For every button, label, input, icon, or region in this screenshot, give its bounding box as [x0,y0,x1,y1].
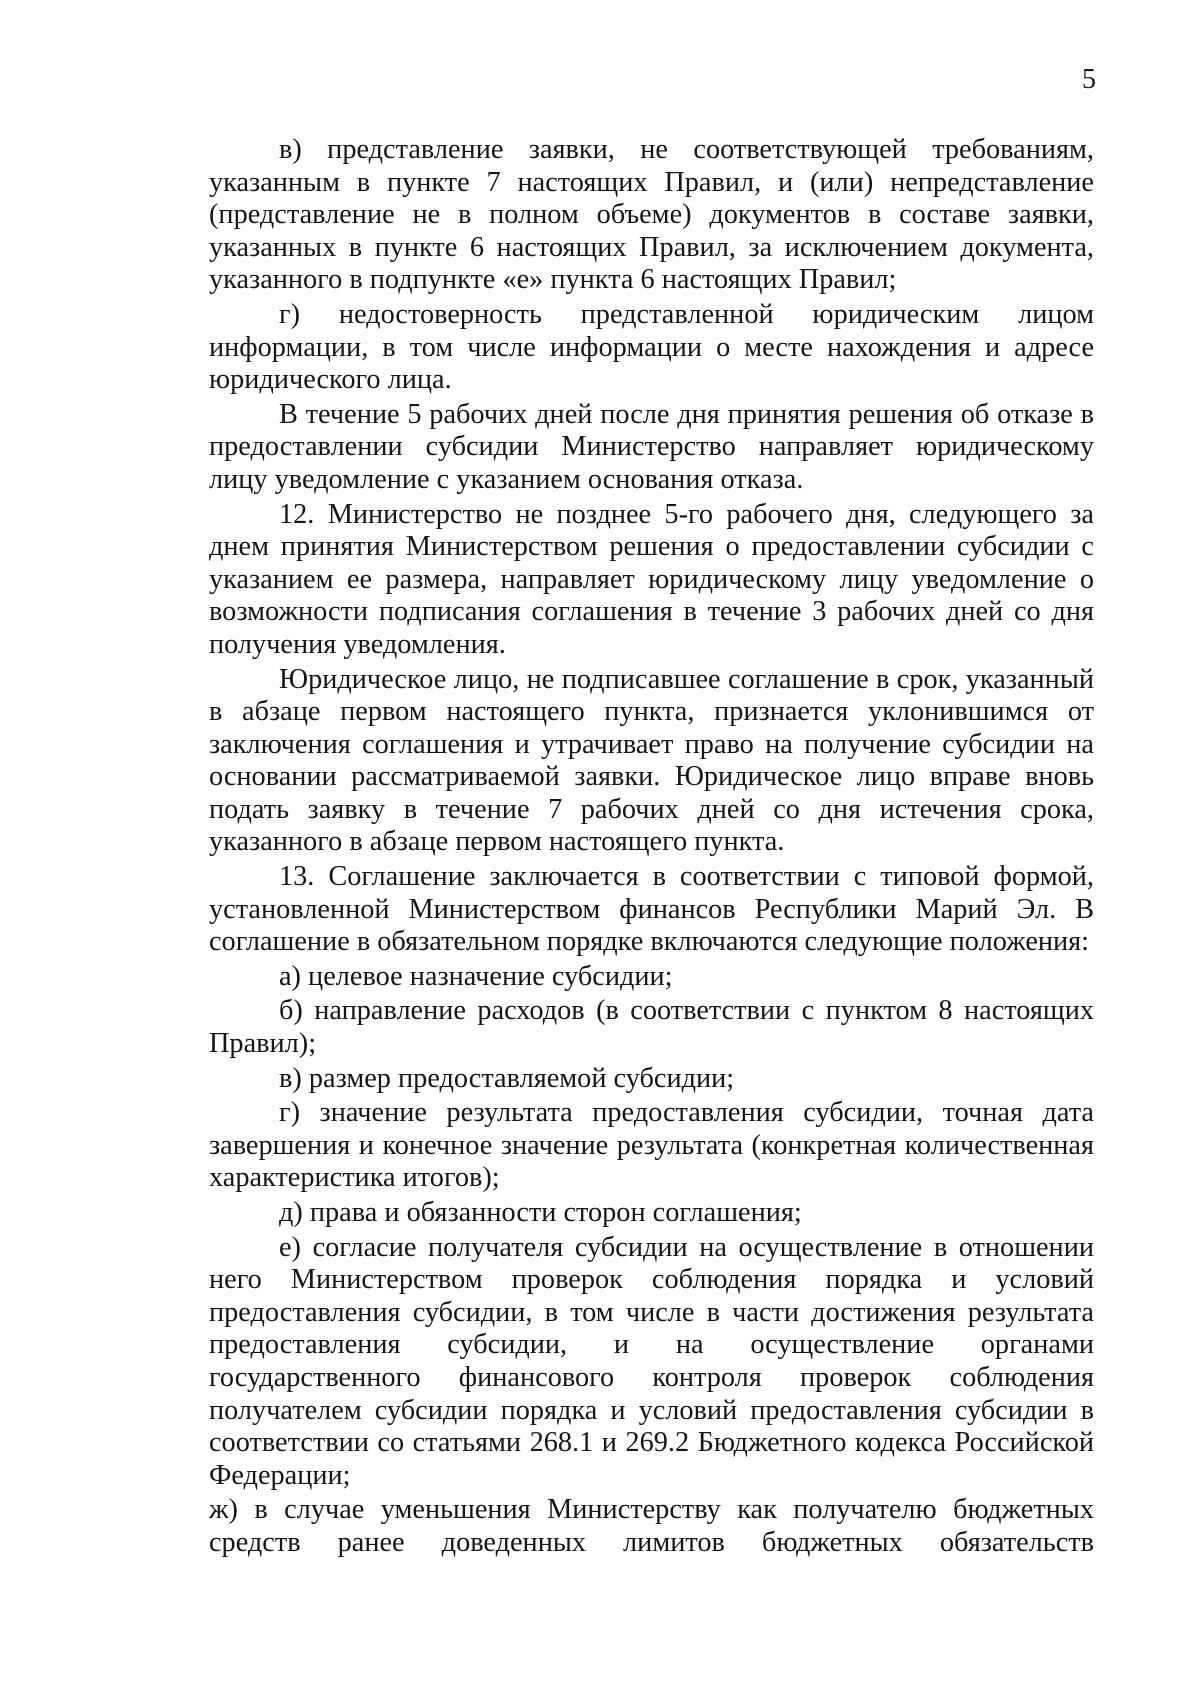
paragraph-item-b: б) направление расходов (в соответствии с пунктом 8 настоящих Правил); [209,995,1094,1060]
paragraph-clause-12-evasion: Юридическое лицо, не подписавшее соглашение в срок, указанный в абзаце первом настоящего пункта, признается уклонившимся от заключения соглашения и утрачивает право на получение субсидии на основании рассматриваемой заявки. Юридическое лицо вправе вновь подать заявку в течение 7 рабочих дней со дня истечения срока, указанного в абзаце первом настоящего пункта. [209,663,1094,858]
paragraph-refusal-reason-g: г) недостоверность представленной юридическим лицом информации, в том числе информации о месте нахождения и адресе юридического лица. [209,298,1094,396]
paragraph-item-e: е) согласие получателя субсидии на осуществление в отношении него Министерством проверок соблюдения порядка и условий предоставления субсидии, в том числе в части достижения результата предоставления субсидии, и на осуществление органами государственного финансового контроля проверок соблюдения получателем субсидии порядка и условий предоставления субсидии в соответствии со статьями 268.1 и 269.2 Бюджетного кодекса Российской Федерации; [209,1231,1094,1491]
paragraph-item-g: г) значение результата предоставления субсидии, точная дата завершения и конечное значение результата (конкретная количественная характеристика итогов); [209,1097,1094,1194]
paragraph-refusal-reason-v: в) представление заявки, не соответствующей требованиям, указанным в пункте 7 настоящих Правил, и (или) непредставление (представление не в полном объеме) документов в составе заявки, указанных в пункте 6 настоящих Правил, за исключением документа, указанного в подпункте «е» пункта 6 настоящих Правил; [209,134,1094,296]
document-body [209,134,1094,1562]
paragraph-item-d: д) права и обязанности сторон соглашения; [279,1197,802,1228]
paragraph-refusal-notice: В течение 5 рабочих дней после дня принятия решения об отказе в предоставлении субсидии Министерство направляет юридическому лицу уведомление с указанием основания отказа. [209,398,1094,495]
paragraph-item-a: а) целевое назначение субсидии; [279,960,673,992]
paragraph-item-v: в) размер предоставляемой субсидии; [279,1062,735,1094]
page-number: 5 [1082,64,1096,95]
paragraph-item-zh: ж) в случае уменьшения Министерству как получателю бюджетных средств ранее доведенных лимитов бюджетных обязательств [209,1494,1094,1558]
paragraph-clause-12: 12. Министерство не позднее 5-го рабочего дня, следующего за днем принятия Министерством решения о предоставлении субсидии с указанием ее размера, направляет юридическому лицу уведомление о возможности подписания соглашения в течение 3 рабочих дней со дня получения уведомления. [209,498,1094,660]
paragraph-clause-13: 13. Соглашение заключается в соответствии с типовой формой, установленной Министерством финансов Республики Марий Эл. В соглашение в обязательном порядке включаются следующие положения: [209,861,1094,958]
